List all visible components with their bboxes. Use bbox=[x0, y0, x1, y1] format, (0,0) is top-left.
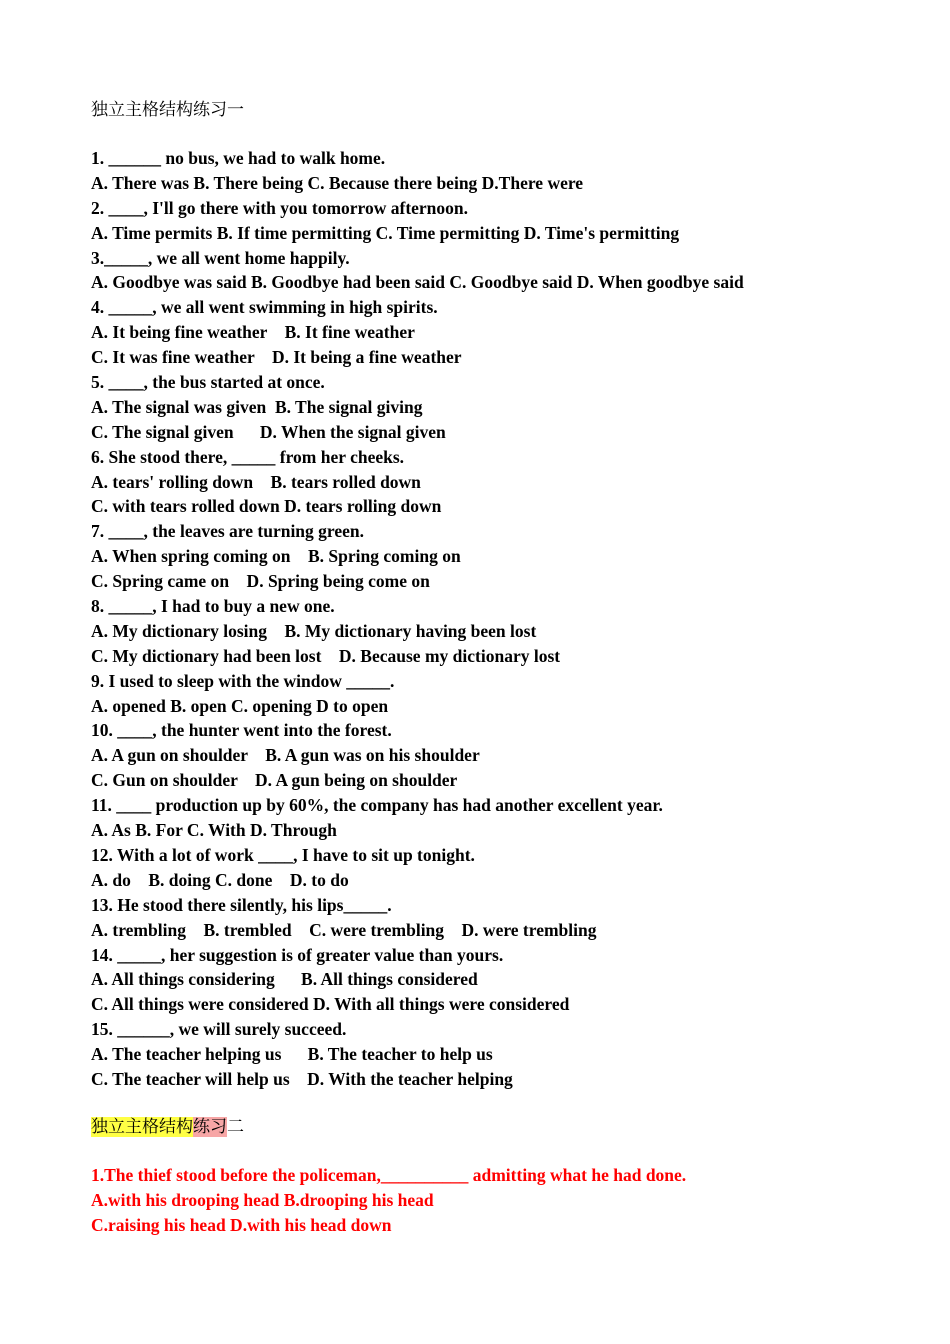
spacer bbox=[91, 1140, 911, 1163]
question-8-options-cd: C. My dictionary had been lost D. Because my dictionary lost bbox=[91, 645, 561, 666]
question-13: 13. He stood there silently, his lips_____. bbox=[91, 894, 392, 915]
section-2-title bbox=[91, 1115, 911, 1140]
question-8-options-ab: A. My dictionary losing B. My dictionary having been lost bbox=[91, 620, 537, 641]
question-8: 8. _____, I had to buy a new one. bbox=[91, 596, 335, 617]
section-2-title-suffix: 二 bbox=[227, 1116, 244, 1137]
section-1-title: 独立主格结构练习一 bbox=[91, 100, 244, 120]
section-2-title-highlighted-yellow: 独立主格结构 bbox=[91, 1116, 193, 1137]
question-7: 7. ____, the leaves are turning green. bbox=[91, 521, 365, 542]
question-6-options-cd: C. with tears rolled down D. tears rolling down bbox=[91, 496, 442, 517]
question-7-options-ab: A. When spring coming on B. Spring coming on bbox=[91, 546, 461, 567]
question-14: 14. _____, her suggestion is of greater value than yours. bbox=[91, 944, 504, 965]
section-2-exercises bbox=[91, 1163, 911, 1238]
question-1-options: A. There was B. There being C. Because there being D.There were bbox=[91, 172, 584, 193]
question-9-options: A. opened B. open C. opening D to open bbox=[91, 695, 389, 716]
section-2-question-1: 1.The thief stood before the policeman,__________ admitting what he had done. bbox=[91, 1164, 687, 1185]
question-6: 6. She stood there, _____ from her cheeks. bbox=[91, 446, 405, 467]
question-4-options-ab: A. It being fine weather B. It fine weather bbox=[91, 322, 415, 343]
document-page bbox=[91, 98, 911, 1238]
section-2-title-highlighted-pink: 练习 bbox=[193, 1116, 227, 1137]
question-14-options-ab: A. All things considering B. All things considered bbox=[91, 969, 478, 990]
question-10-options-cd: C. Gun on shoulder D. A gun being on shoulder bbox=[91, 770, 458, 791]
question-9: 9. I used to sleep with the window _____. bbox=[91, 670, 395, 691]
question-10-options-ab: A. A gun on shoulder B. A gun was on his shoulder bbox=[91, 745, 480, 766]
question-11-options: A. As B. For C. With D. Through bbox=[91, 820, 337, 841]
question-3-options: A. Goodbye was said B. Goodbye had been said C. Goodbye said D. When goodbye said bbox=[91, 272, 744, 293]
question-5-options-cd: C. The signal given D. When the signal given bbox=[91, 421, 446, 442]
question-2: 2. ____, I'll go there with you tomorrow afternoon. bbox=[91, 197, 469, 218]
question-12: 12. With a lot of work ____, I have to sit up tonight. bbox=[91, 844, 475, 865]
section-2-question-1-options-cd: C.raising his head D.with his head down bbox=[91, 1214, 392, 1235]
question-5-options-ab: A. The signal was given B. The signal giving bbox=[91, 396, 423, 417]
question-7-options-cd: C. Spring came on D. Spring being come on bbox=[91, 571, 430, 592]
question-15-options-ab: A. The teacher helping us B. The teacher to help us bbox=[91, 1044, 493, 1065]
question-2-options: A. Time permits B. If time permitting C. Time permitting D. Time's permitting bbox=[91, 222, 680, 243]
question-5: 5. ____, the bus started at once. bbox=[91, 372, 325, 393]
question-14-options-cd: C. All things were considered D. With all things were considered bbox=[91, 994, 570, 1015]
question-4: 4. _____, we all went swimming in high spirits. bbox=[91, 297, 438, 318]
spacer bbox=[91, 1092, 911, 1115]
question-3: 3._____, we all went home happily. bbox=[91, 247, 350, 268]
section-1-exercises bbox=[91, 146, 911, 1092]
question-6-options-ab: A. tears' rolling down B. tears rolled down bbox=[91, 471, 421, 492]
question-10: 10. ____, the hunter went into the forest. bbox=[91, 720, 392, 741]
question-4-options-cd: C. It was fine weather D. It being a fine weather bbox=[91, 347, 462, 368]
spacer bbox=[91, 123, 911, 146]
question-13-options: A. trembling B. trembled C. were trembling D. were trembling bbox=[91, 919, 597, 940]
question-15: 15. ______, we will surely succeed. bbox=[91, 1019, 347, 1040]
question-11: 11. ____ production up by 60%, the company has had another excellent year. bbox=[91, 795, 663, 816]
question-1: 1. ______ no bus, we had to walk home. bbox=[91, 148, 386, 168]
question-15-options-cd: C. The teacher will help us D. With the teacher helping bbox=[91, 1068, 513, 1089]
question-12-options: A. do B. doing C. done D. to do bbox=[91, 869, 349, 890]
section-2-question-1-options-ab: A.with his drooping head B.drooping his head bbox=[91, 1189, 434, 1210]
